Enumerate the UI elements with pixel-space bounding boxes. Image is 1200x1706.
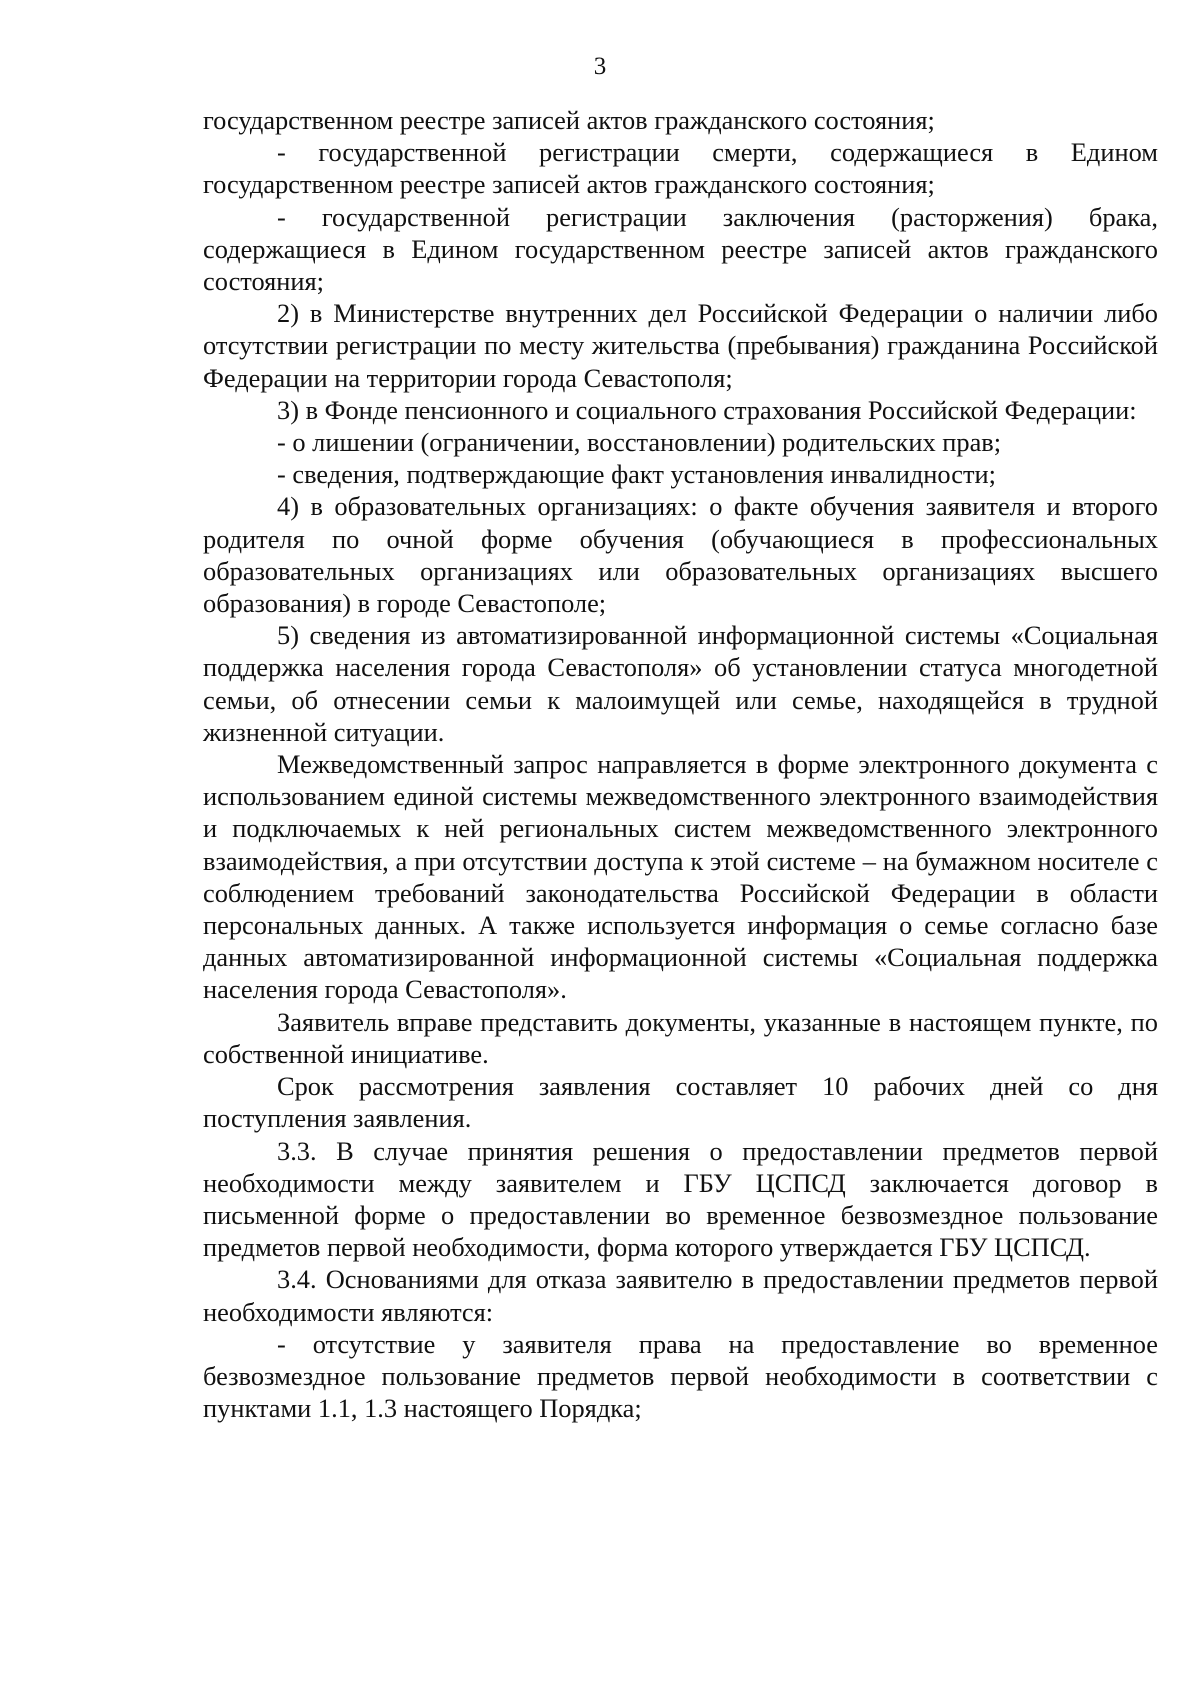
document-body (203, 104, 1158, 1424)
paragraph: 3) в Фонде пенсионного и социального страхования Российской Федерации: (277, 394, 1137, 425)
paragraph: Межведомственный запрос направляется в форме электронного документа с использованием единой системы межведомственного электронного взаимодействия и подключаемых к ней региональных систем межведомственного электронного взаимодействия, а при отсутствии доступа к этой системе – на бумажном носителе с соблюдением требований законодательства Российской Федерации в области персональных данных. А также используется информация о семье согласно базе данных автоматизированной информационной системы «Социальная поддержка населения города Севастополя». (203, 749, 1158, 1005)
paragraph: - сведения, подтверждающие факт установления инвалидности; (277, 459, 996, 490)
paragraph: государственном реестре записей актов гражданского состояния; (203, 105, 935, 135)
paragraph: - государственной регистрации смерти, содержащиеся в Едином государственном реестре записей актов гражданского состояния; (203, 137, 1158, 200)
paragraph: 3.3. В случае принятия решения о предоставлении предметов первой необходимости между заявителем и ГБУ ЦСПСД заключается договор в письменной форме о предоставлении во временное безвозмездное пользование предметов первой необходимости, форма которого утверждается ГБУ ЦСПСД. (203, 1135, 1158, 1263)
paragraph: - отсутствие у заявителя права на предоставление во временное безвозмездное пользование предметов первой необходимости в соответствии с пунктами 1.1, 1.3 настоящего Порядка; (203, 1328, 1158, 1424)
paragraph: - государственной регистрации заключения (расторжения) брака, содержащиеся в Едином государственном реестре записей актов гражданского состояния; (203, 201, 1158, 297)
paragraph: 2) в Министерстве внутренних дел Российской Федерации о наличии либо отсутствии регистрации по месту жительства (пребывания) гражданина Российской Федерации на территории города Севастополя; (203, 298, 1158, 393)
page-number: 3 (593, 53, 607, 80)
paragraph: 4) в образовательных организациях: о факте обучения заявителя и второго родителя по очной форме обучения (обучающиеся в профессиональных образовательных организациях или образовательных организациях высшего образования) в городе Севастополе; (203, 491, 1158, 619)
paragraph: 5) сведения из автоматизированной информационной системы «Социальная поддержка населения города Севастополя» об установлении статуса многодетной семьи, об отнесении семьи к малоимущей или семье, находящейся в трудной жизненной ситуации. (203, 620, 1158, 747)
paragraph: 3.4. Основаниями для отказа заявителю в предоставлении предметов первой необходимости являются: (203, 1264, 1158, 1327)
paragraph: - о лишении (ограничении, восстановлении) родительских прав; (277, 427, 1002, 458)
paragraph: Заявитель вправе представить документы, указанные в настоящем пункте, по собственной инициативе. (203, 1006, 1158, 1069)
paragraph: Срок рассмотрения заявления составляет 10 рабочих дней со дня поступления заявления. (203, 1071, 1158, 1134)
